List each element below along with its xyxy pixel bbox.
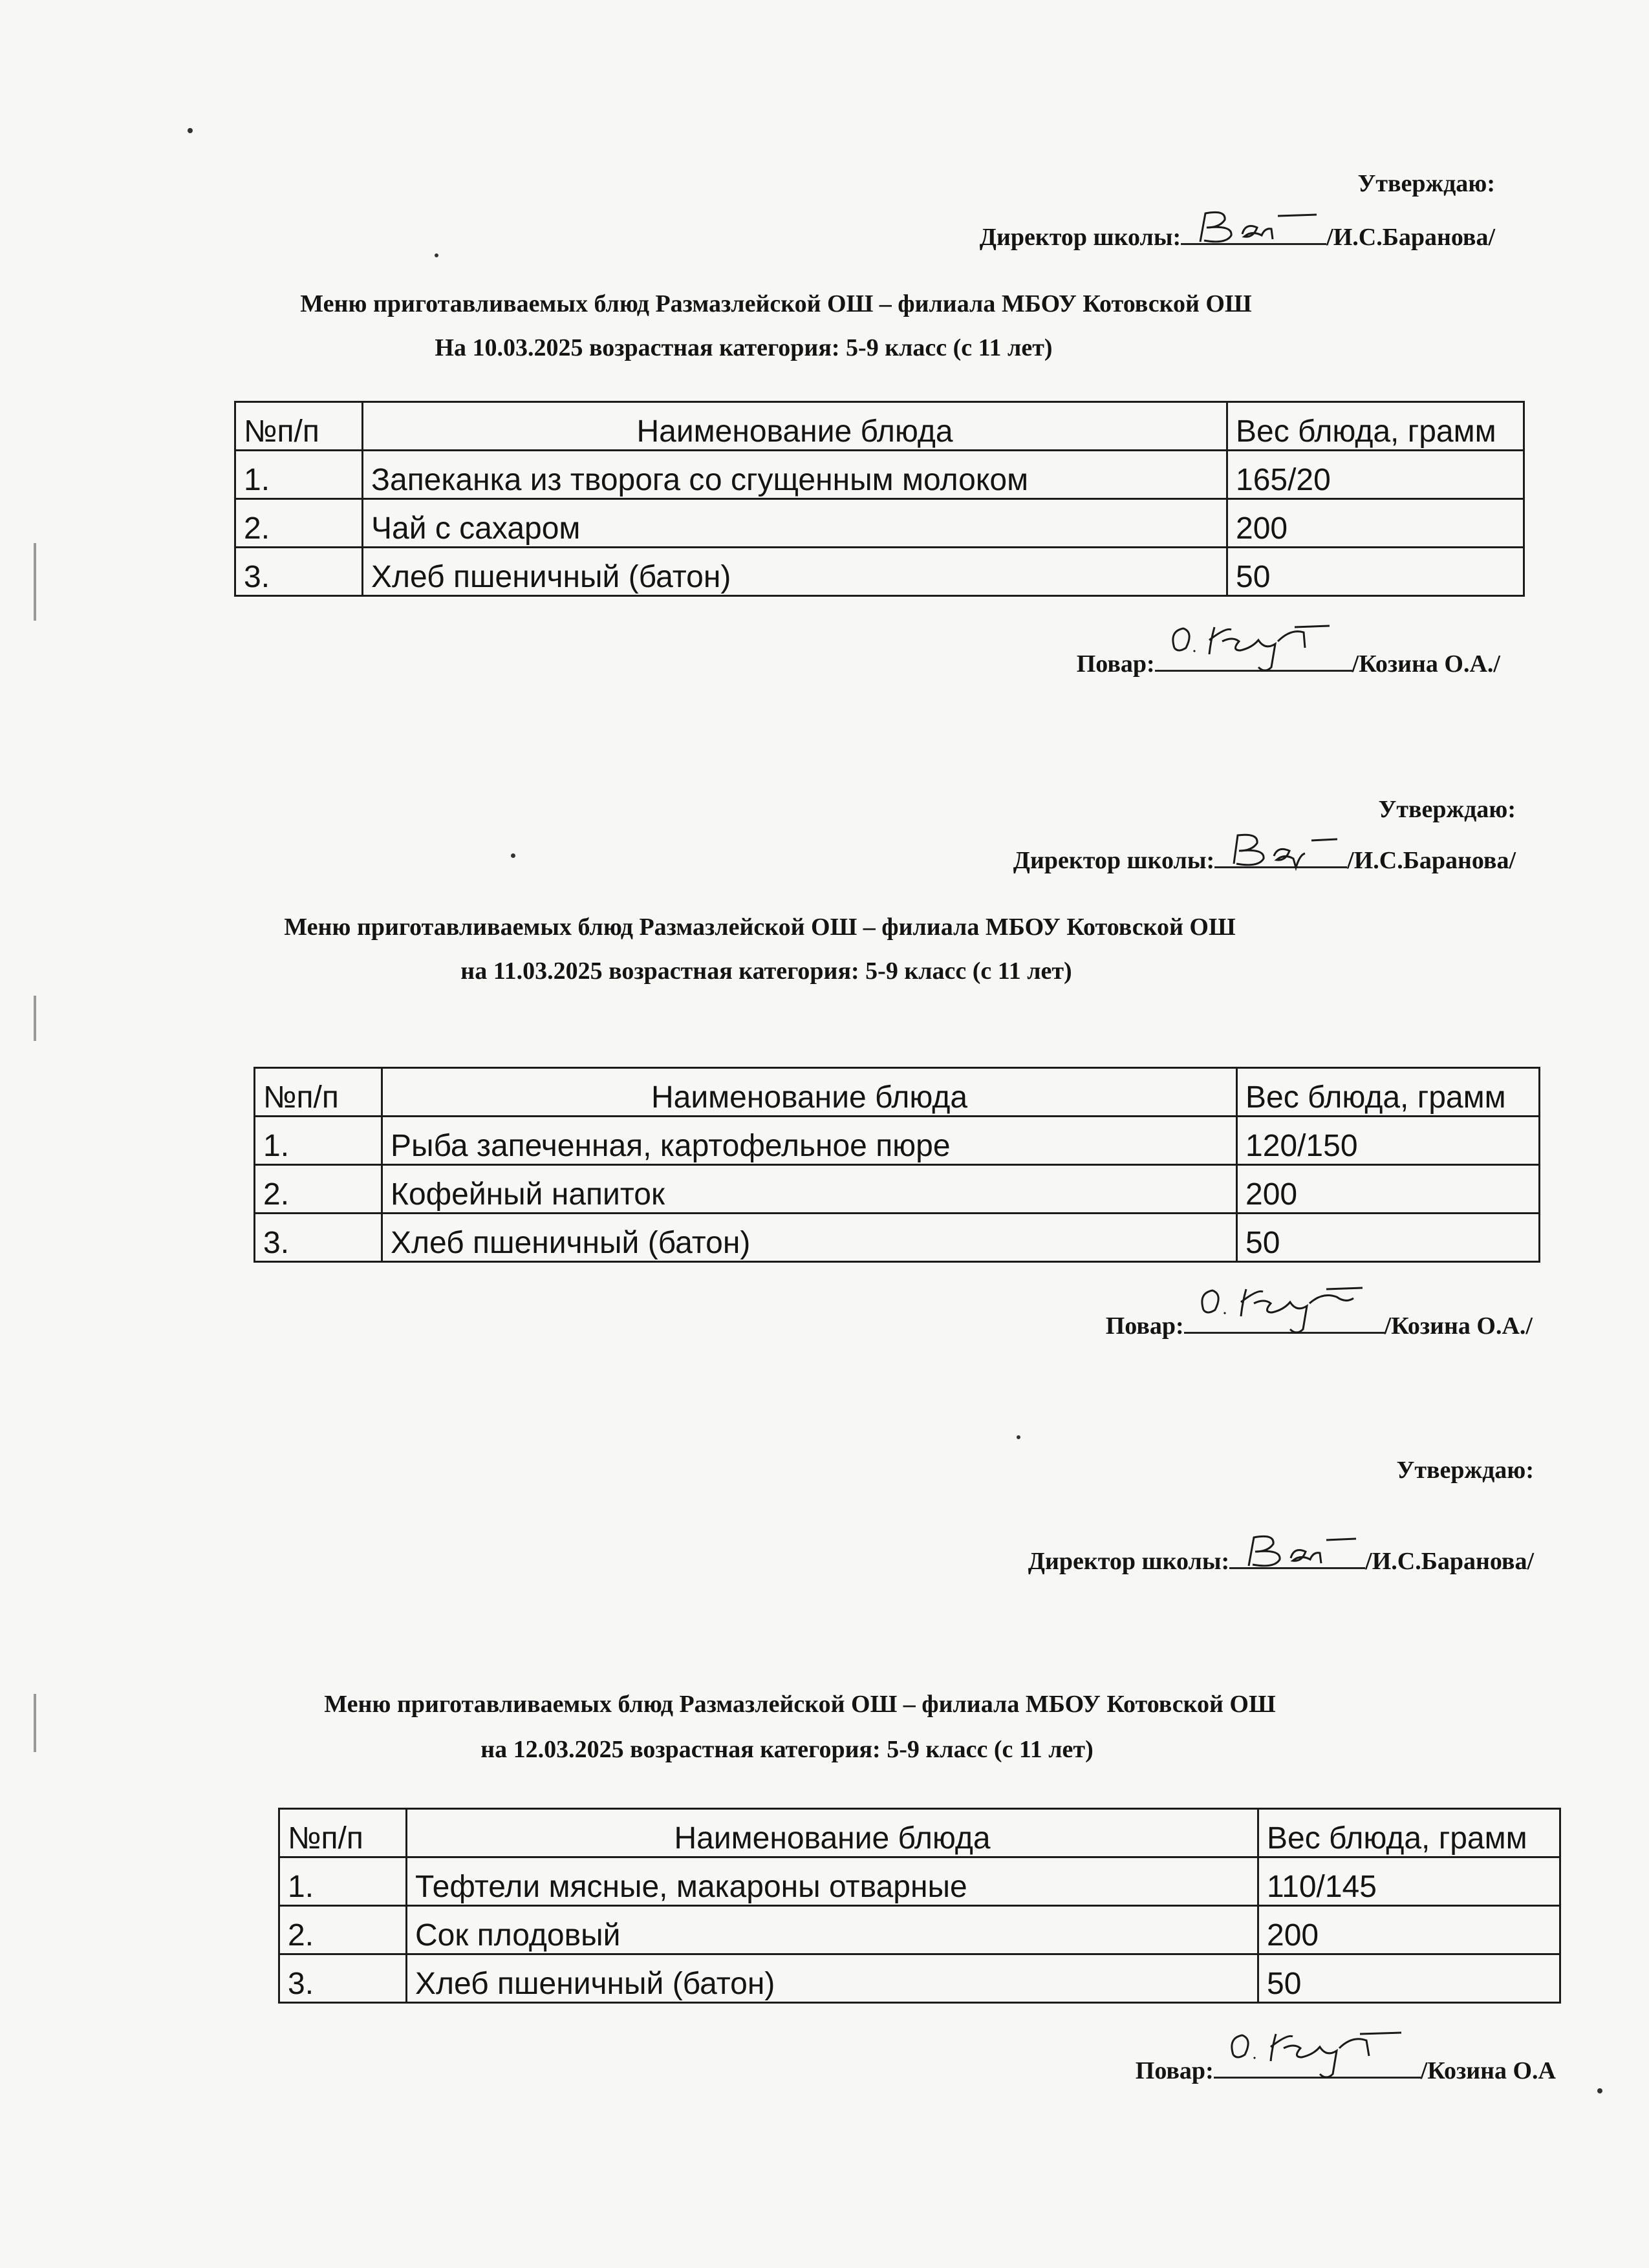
- scan-edge-mark: [34, 996, 36, 1041]
- cook-label: Повар:: [1135, 2057, 1214, 2084]
- cook-name: /Козина О.А./: [1352, 650, 1500, 678]
- cell-weight: 50: [1258, 1954, 1560, 2003]
- scan-speck: [435, 253, 438, 257]
- header-dish: Наименование блюда: [382, 1068, 1237, 1117]
- table-row: [255, 1214, 1540, 1262]
- menu-title: Меню приготавливаемых блюд Размазлейской ОШ – филиала МБОУ Котовской ОШ: [324, 1691, 1276, 1718]
- cook-label: Повар:: [1076, 650, 1155, 678]
- cell-weight: 200: [1258, 1906, 1560, 1954]
- cell-weight: 110/145: [1258, 1857, 1560, 1906]
- cell-weight: 200: [1237, 1165, 1540, 1214]
- table-row: [235, 548, 1524, 596]
- menu-subtitle: на 12.03.2025 возрастная категория: 5-9 класс (с 11 лет): [480, 1736, 1094, 1763]
- director-name: /И.С.Баранова/: [1365, 1548, 1534, 1575]
- menu-subtitle: На 10.03.2025 возрастная категория: 5-9 класс (с 11 лет): [435, 334, 1053, 361]
- header-weight: Вес блюда, грамм: [1227, 402, 1524, 451]
- director-label: Директор школы:: [1028, 1548, 1230, 1575]
- director-line: [1013, 840, 1516, 875]
- director-signature: [1229, 1541, 1365, 1569]
- cell-num: 1.: [279, 1857, 407, 1906]
- menu-title: Меню приготавливаемых блюд Размазлейской ОШ – филиала МБОУ Котовской ОШ: [284, 914, 1236, 941]
- cell-dish: Рыба запеченная, картофельное пюре: [382, 1117, 1237, 1165]
- scan-speck: [1017, 1435, 1020, 1439]
- director-signature: [1214, 840, 1347, 868]
- cook-line: [1106, 1306, 1533, 1340]
- menu-table: [234, 401, 1525, 597]
- table-header-row: [255, 1068, 1540, 1117]
- cook-name: /Козина О.А: [1420, 2057, 1556, 2084]
- header-num: №п/п: [279, 1809, 407, 1857]
- director-name: /И.С.Баранова/: [1347, 847, 1516, 874]
- scan-speck: [1597, 2088, 1602, 2093]
- cell-weight: 165/20: [1227, 451, 1524, 499]
- scan-speck: [511, 853, 515, 858]
- header-dish: Наименование блюда: [407, 1809, 1258, 1857]
- menu-table: [278, 1808, 1561, 2004]
- cell-num: 1.: [235, 451, 363, 499]
- menu-subtitle: на 11.03.2025 возрастная категория: 5-9 класс (с 11 лет): [460, 957, 1072, 985]
- cell-dish: Тефтели мясные, макароны отварные: [407, 1857, 1258, 1906]
- cook-label: Повар:: [1105, 1312, 1184, 1340]
- cell-dish: Чай с сахаром: [363, 499, 1227, 548]
- table-header-row: [279, 1809, 1560, 1857]
- director-line: [1028, 1541, 1534, 1576]
- cell-num: 2.: [255, 1165, 382, 1214]
- table-row: [279, 1857, 1560, 1906]
- cell-dish: Кофейный напиток: [382, 1165, 1237, 1214]
- cell-weight: 50: [1227, 548, 1524, 596]
- table-row: [235, 451, 1524, 499]
- director-label: Директор школы:: [979, 224, 1181, 251]
- table-row: [279, 1906, 1560, 1954]
- director-name: /И.С.Баранова/: [1326, 224, 1495, 251]
- cell-num: 1.: [255, 1117, 382, 1165]
- cook-line: [1136, 2051, 1556, 2085]
- cook-name: /Козина О.А./: [1384, 1312, 1533, 1340]
- cell-num: 3.: [279, 1954, 407, 2003]
- table-row: [255, 1165, 1540, 1214]
- header-num: №п/п: [235, 402, 363, 451]
- cell-weight: 200: [1227, 499, 1524, 548]
- cook-signature: [1155, 644, 1352, 672]
- menu-title: Меню приготавливаемых блюд Размазлейской ОШ – филиала МБОУ Котовской ОШ: [300, 290, 1252, 317]
- table-row: [235, 499, 1524, 548]
- director-signature: [1181, 217, 1326, 245]
- table-row: [279, 1954, 1560, 2003]
- table-row: [255, 1117, 1540, 1165]
- menu-table: [253, 1067, 1540, 1263]
- approve-label: Утверждаю:: [1396, 1457, 1534, 1484]
- header-num: №п/п: [255, 1068, 382, 1117]
- cell-num: 2.: [235, 499, 363, 548]
- cell-dish: Запеканка из творога со сгущенным молоком: [363, 451, 1227, 499]
- cook-signature: [1214, 2051, 1421, 2079]
- scan-edge-mark: [34, 543, 36, 621]
- cook-line: [1077, 644, 1500, 678]
- director-label: Директор школы:: [1013, 847, 1215, 874]
- cell-num: 2.: [279, 1906, 407, 1954]
- header-weight: Вес блюда, грамм: [1237, 1068, 1540, 1117]
- cell-weight: 50: [1237, 1214, 1540, 1262]
- scan-speck: [188, 128, 193, 133]
- header-dish: Наименование блюда: [363, 402, 1227, 451]
- cell-weight: 120/150: [1237, 1117, 1540, 1165]
- approve-label: Утверждаю:: [1378, 796, 1516, 823]
- cell-num: 3.: [235, 548, 363, 596]
- cell-dish: Хлеб пшеничный (батон): [407, 1954, 1258, 2003]
- approve-label: Утверждаю:: [1357, 170, 1495, 197]
- cell-num: 3.: [255, 1214, 382, 1262]
- cell-dish: Сок плодовый: [407, 1906, 1258, 1954]
- header-weight: Вес блюда, грамм: [1258, 1809, 1560, 1857]
- cell-dish: Хлеб пшеничный (батон): [382, 1214, 1237, 1262]
- table-header-row: [235, 402, 1524, 451]
- cell-dish: Хлеб пшеничный (батон): [363, 548, 1227, 596]
- director-line: [980, 217, 1495, 251]
- cook-signature: [1184, 1306, 1385, 1334]
